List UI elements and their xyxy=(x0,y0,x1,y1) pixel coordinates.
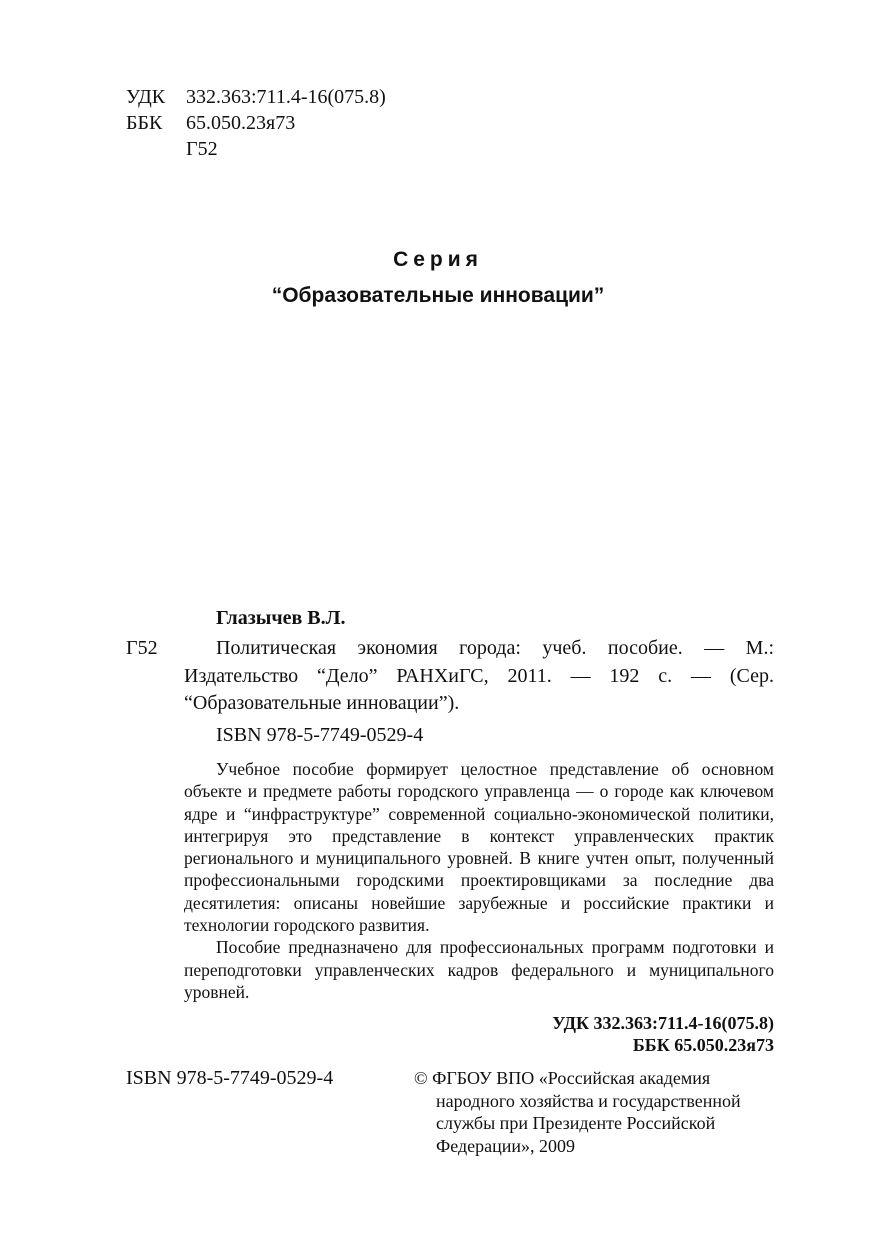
udk-label: УДК xyxy=(126,86,166,108)
abstract xyxy=(184,758,774,1003)
author-code-header: Г52 xyxy=(186,138,218,160)
isbn-footer: ISBN 978-5-7749-0529-4 xyxy=(126,1067,334,1089)
udk-value: 332.363:711.4-16(075.8) xyxy=(186,86,386,108)
bbk-catalog-line: ББК 65.050.23я73 xyxy=(632,1035,774,1055)
isbn-entry: ISBN 978-5-7749-0529-4 xyxy=(216,724,424,746)
bbk-header-line xyxy=(126,110,295,136)
bbk-label: ББК xyxy=(126,112,163,134)
copyright-notice xyxy=(414,1067,776,1157)
udk-header-line xyxy=(126,84,386,110)
udk-catalog-line: УДК 332.363:711.4-16(075.8) xyxy=(552,1013,774,1033)
copyright-continuation: народного хозяйства и государственной службы при Президенте Российской Федерации», 2009 xyxy=(436,1090,741,1156)
series-name: “Образовательные инновации” xyxy=(271,284,605,307)
series-label: Серия xyxy=(393,248,483,271)
catalog-code: Г52 xyxy=(126,637,158,659)
abstract-paragraph: Пособие предназначено для профессиональных программ подготовки и переподготовки управленческих кадров федерального и муниципального уровней. xyxy=(184,937,774,1002)
copyright-first-line: © ФГБОУ ВПО «Российская академия xyxy=(414,1068,711,1088)
author-name: Глазычев В.Л. xyxy=(216,607,346,629)
abstract-paragraph: Учебное пособие формирует целостное представление об основном объекте и предмете работы городского управленца — о городе как ключевом ядре и “инфраструктуре” современной социально-экономической политики, интегрируя это представление в контекст управленческих практик регионального и муниципального уровней. В книге учтен опыт, полученный профессиональными городскими проектировщиками за последние два десятилетия: описаны новейшие зарубежные и российские практики и технологии городского развития. xyxy=(184,759,774,936)
bibliographic-entry: Политическая экономия города: учеб. пособие. — М.: Издательство “Дело” РАНХиГС, 2011. — 192 с. — (Сер. “Образовательные инновации”). xyxy=(184,637,774,714)
bbk-value: 65.050.23я73 xyxy=(186,112,296,134)
